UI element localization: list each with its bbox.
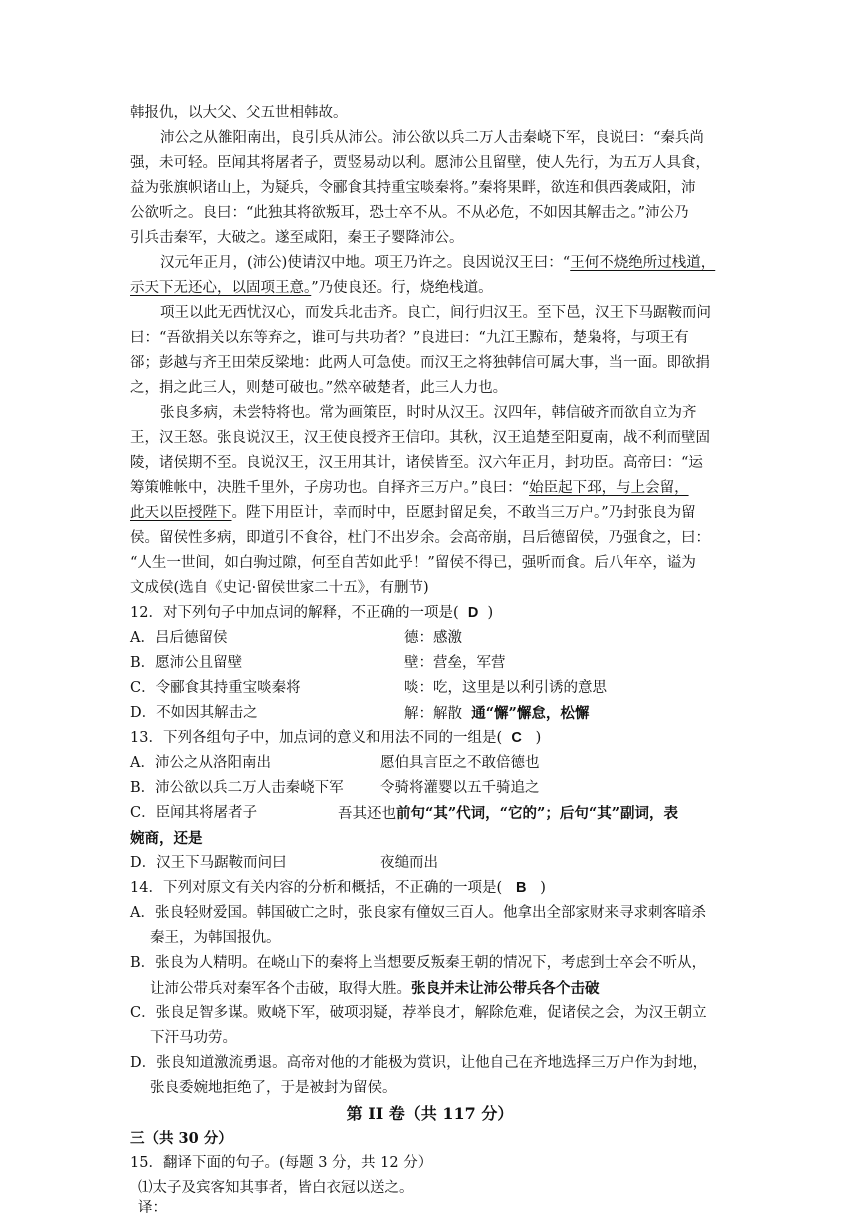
- question-14-stem: [130, 876, 546, 901]
- passage-text: 筹策帷帐中，决胜千里外，子房功也。自择齐三万户。”良曰：“: [130, 480, 530, 496]
- option-a-gloss: 德：感激: [404, 630, 462, 646]
- passage-line: 曰：“吾欲捐关以东等弃之，谁可与共功者？”良进曰：“九江王黥布，楚枭将，与项王有: [130, 330, 689, 346]
- passage-line: 王，汉王怒。张良说汉王，汉王使良授齐王信印。其秋，汉王追楚至阳夏南，战不利而壁固: [130, 430, 710, 446]
- option-b: B．张良为人精明。在峣山下的秦将上当想要反叛秦王朝的情况下，考虑到士卒会不听从，: [130, 955, 707, 971]
- option-text: 让沛公带兵对秦军各个击破，取得大胜。: [150, 981, 411, 997]
- answer-letter: C: [511, 730, 522, 746]
- passage-line: 项王以此无西忧汉心，而发兵北击齐。良亡，间行归汉王。至下邑，汉王下马踞鞍而问: [160, 305, 711, 321]
- option-c: C．张良足智多谋。败峣下军，破项羽疑，荐举良才，解除危难，促诸侯之会，为汉王朝立: [130, 1005, 707, 1021]
- passage-line: 益为张旗帜诸山上，为疑兵，令郦食其持重宝啖秦将。”秦将果畔，欲连和俱西袭咸阳，沛: [130, 180, 696, 196]
- option-c-compare: [338, 801, 678, 827]
- answer-note: 张良并未让沛公带兵各个击破: [411, 980, 600, 997]
- passage-line: 张良多病，未尝特将也。常为画策臣，时时从汉王。汉四年，韩信破齐而欲自立为齐: [160, 405, 697, 421]
- question-text: 13．下列各组句子中，加点词的意义和用法不同的一组是(: [130, 730, 503, 746]
- passage-text: 。陛下用臣计，幸而时中，臣愿封留足矣，不敢当三万户。”乃封张良为留: [231, 505, 696, 521]
- option-a-continued: 秦王，为韩国报仇。: [150, 930, 281, 946]
- passage-line: 侯。留侯性多病，即道引不食谷，杜门不出岁余。会高帝崩，吕后德留侯，乃强食之，曰：: [130, 530, 710, 546]
- section-3-heading: 三（共 30 分）: [130, 1130, 233, 1147]
- passage-line: [130, 476, 730, 501]
- underlined-sentence: 始臣起下邳，与上会留，: [529, 480, 689, 496]
- passage-line: [130, 501, 730, 526]
- question-text: 14．下列对原文有关内容的分析和概括，不正确的一项是(: [130, 880, 503, 896]
- option-d: D．不如因其解击之: [130, 705, 258, 721]
- answer-note: 通“懈”懈怠，松懈: [471, 705, 590, 722]
- passage-line: 文成侯(选自《史记·留侯世家二十五》，有删节): [130, 580, 429, 596]
- option-d: D．张良知道激流勇退。高帝对他的才能极为赏识，让他自己在齐地选择三万户作为封地，: [130, 1055, 708, 1071]
- option-d: D．汉王下马踞鞍而问曰: [130, 855, 287, 871]
- passage-line: 引兵击秦军，大破之。遂至咸阳，秦王子婴降沛公。: [130, 230, 464, 246]
- passage-line: 陵，诸侯期不至。良说汉王，汉王用其计，诸侯皆至。汉六年正月，封功臣。高帝曰：“运: [130, 455, 703, 471]
- option-a: A．张良轻财爱国。韩国破亡之时，张良家有僮奴三百人。他拿出全部家财来寻求刺客暗杀: [130, 905, 706, 921]
- translation-1-row: [138, 1201, 167, 1216]
- question-paren: ): [487, 605, 494, 621]
- option-a-compare: 愿伯具言臣之不敢倍德也: [380, 755, 540, 771]
- underlined-sentence: 此天以臣授陛下: [130, 505, 232, 521]
- part-2-heading: 第 II 卷（共 117 分）: [346, 1104, 514, 1123]
- passage-line: [160, 251, 730, 276]
- passage-text: ”乃使良还。行，烧绝栈道。: [311, 280, 493, 296]
- sentence-1: ⑴太子及宾客知其事者，皆白衣冠以送之。: [138, 1180, 414, 1196]
- option-c: C．臣闻其将屠者子: [130, 805, 258, 821]
- option-c-gloss: 啖：吃，这里是以利引诱的意思: [404, 680, 607, 696]
- option-b: B．愿沛公且留壁: [130, 655, 243, 671]
- option-a: A．沛公之从洛阳南出: [130, 755, 271, 771]
- option-b: B．沛公欲以兵二万人击秦峣下军: [130, 780, 344, 796]
- question-text: 12．对下列句子中加点词的解释，不正确的一项是(: [130, 605, 459, 621]
- passage-line: [130, 276, 730, 301]
- option-b-continued: [150, 976, 600, 1002]
- answer-letter: D: [467, 605, 479, 621]
- option-d-continued: 张良委婉地拒绝了，于是被封为留侯。: [150, 1080, 397, 1096]
- passage-line: 郤；彭越与齐王田荣反梁地：此两人可急使。而汉王之将独韩信可属大事，当一面。即欲捐: [130, 355, 710, 371]
- question-paren: ): [535, 730, 542, 746]
- underlined-sentence: 示天下无还心，以固项王意。: [130, 280, 312, 296]
- passage-line: 强，未可轻。臣闻其将屠者子，贾竖易动以利。愿沛公且留壁，使人先行，为五万人具食，: [130, 155, 710, 171]
- option-b-gloss: 壁：营垒，军营: [404, 655, 506, 671]
- option-c-continued: 下汗马功劳。: [150, 1030, 237, 1046]
- gloss-text: 解：解散: [404, 706, 462, 722]
- question-paren: ): [540, 880, 546, 896]
- passage-line: “人生一世间，如白驹过隙，何至自苦如此乎！”留侯不得已，强听而食。后八年卒，谥为: [130, 555, 696, 571]
- answer-note-continued: 婉商，还是: [130, 830, 203, 847]
- underlined-sentence: 王何不烧绝所过栈道，: [570, 255, 716, 271]
- option-a: A．吕后德留侯: [130, 630, 228, 646]
- passage-line: 沛公之从雒阳南出，良引兵从沛公。沛公欲以兵二万人击秦峣下军，良说曰：“秦兵尚: [160, 130, 704, 146]
- question-13-stem: [130, 726, 541, 751]
- passage-line: 韩报仇，以大父、父五世相韩故。: [130, 105, 348, 121]
- answer-note: 前句“其”代词，“它的”；后句“其”副词，表: [396, 805, 679, 822]
- compare-text: 吾其还也: [338, 806, 396, 822]
- translation-label: 译：: [138, 1200, 167, 1216]
- option-b-compare: 令骑将灌婴以五千骑追之: [380, 780, 540, 796]
- passage-line: 公欲听之。良曰：“此独其将欲叛耳，恐士卒不从。不从必危，不如因其解击之。”沛公乃: [130, 205, 689, 221]
- question-15-stem: 15．翻译下面的句子。(每题 3 分，共 12 分）: [130, 1155, 433, 1171]
- answer-letter: B: [515, 880, 527, 896]
- option-d-compare: 夜缒而出: [380, 855, 438, 871]
- option-d-gloss: [404, 701, 589, 727]
- option-c: C．令郦食其持重宝啖秦将: [130, 680, 301, 696]
- passage-line: 之，捐之此三人，则楚可破也。”然卒破楚者，此三人力也。: [130, 380, 508, 396]
- passage-text: 汉元年正月，(沛公)使请汉中地。项王乃许之。良因说汉王曰：“: [160, 255, 571, 271]
- question-12-stem: [130, 601, 493, 626]
